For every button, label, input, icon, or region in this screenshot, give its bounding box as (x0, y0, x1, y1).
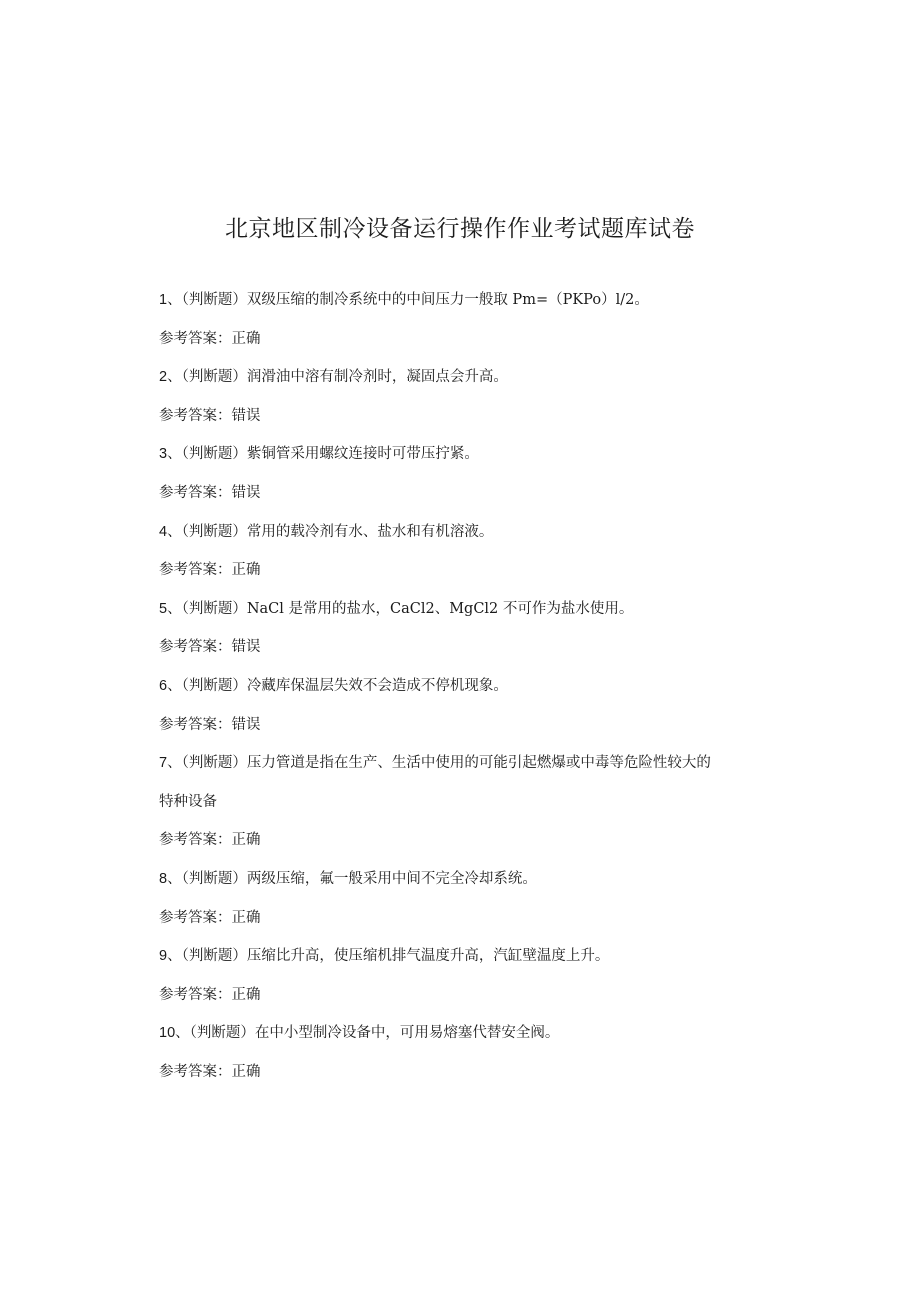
answer-text: 参考答案：错误 (159, 407, 261, 424)
answer-text: 参考答案：错误 (159, 716, 261, 733)
question-text (159, 435, 779, 474)
answer-text: 参考答案：错误 (159, 484, 261, 501)
answer-text: 参考答案：正确 (159, 909, 261, 926)
answer-text: 参考答案：正确 (159, 562, 261, 579)
answer-text: 参考答案：错误 (159, 639, 261, 656)
question-item (159, 590, 779, 667)
question-text (159, 590, 779, 629)
question-text-continued: 特种设备 (159, 793, 217, 810)
question-number: 7、 (159, 755, 182, 772)
question-line: （判断题）紫铜管采用螺纹连接时可带压拧紧。 (181, 446, 479, 463)
question-line: （判断题）两级压缩，氟一般采用中间不完全冷却系统。 (181, 870, 537, 887)
question-line: （判断题）润滑油中溶有制冷剂时，凝固点会升高。 (181, 369, 508, 386)
question-item (159, 937, 779, 1014)
question-number: 3、 (159, 446, 182, 463)
question-text (159, 937, 779, 976)
question-text (159, 1014, 779, 1053)
question-item (159, 358, 779, 435)
question-text (159, 281, 779, 320)
question-line: （判断题）压缩比升高，使压缩机排气温度升高，汽缸壁温度上升。 (181, 948, 610, 965)
question-item (159, 860, 779, 937)
question-list (159, 281, 779, 1091)
question-number: 10、 (159, 1025, 190, 1042)
question-text (159, 860, 779, 899)
answer-text: 参考答案：正确 (159, 1063, 261, 1080)
answer-text: 参考答案：正确 (159, 986, 261, 1003)
document-title: 北京地区制冷设备运行操作作业考试题库试卷 (225, 216, 695, 242)
question-line: （判断题）在中小型制冷设备中，可用易熔塞代替安全阀。 (189, 1025, 560, 1042)
question-line: （判断题）常用的载冷剂有水、盐水和有机溶液。 (181, 523, 494, 540)
question-text (159, 667, 779, 706)
question-number: 8、 (159, 870, 182, 887)
answer-text: 参考答案：正确 (159, 832, 261, 849)
question-item (159, 281, 779, 358)
question-text (159, 358, 779, 397)
question-item (159, 667, 779, 744)
question-item (159, 744, 779, 860)
question-number: 4、 (159, 523, 182, 540)
question-text (159, 744, 779, 783)
question-item (159, 513, 779, 590)
question-number: 6、 (159, 677, 182, 694)
question-number: 9、 (159, 948, 182, 965)
question-line: （判断题）冷藏库保温层失效不会造成不停机现象。 (181, 677, 508, 694)
question-line: （判断题）压力管道是指在生产、生活中使用的可能引起燃爆或中毒等危险性较大的 (181, 755, 711, 772)
question-number: 2、 (159, 369, 182, 386)
question-line: （判断题）NaCl 是常用的盐水，CaCl2、MgCl2 不可作为盐水使用。 (181, 600, 634, 617)
question-number: 5、 (159, 600, 182, 617)
question-line: （判断题）双级压缩的制冷系统中的中间压力一般取 Pm=（PKPo）l/2。 (181, 292, 649, 308)
question-item (159, 1014, 779, 1091)
question-number: 1、 (159, 292, 182, 308)
question-item (159, 435, 779, 512)
answer-text: 参考答案：正确 (159, 330, 261, 347)
question-text (159, 513, 779, 552)
